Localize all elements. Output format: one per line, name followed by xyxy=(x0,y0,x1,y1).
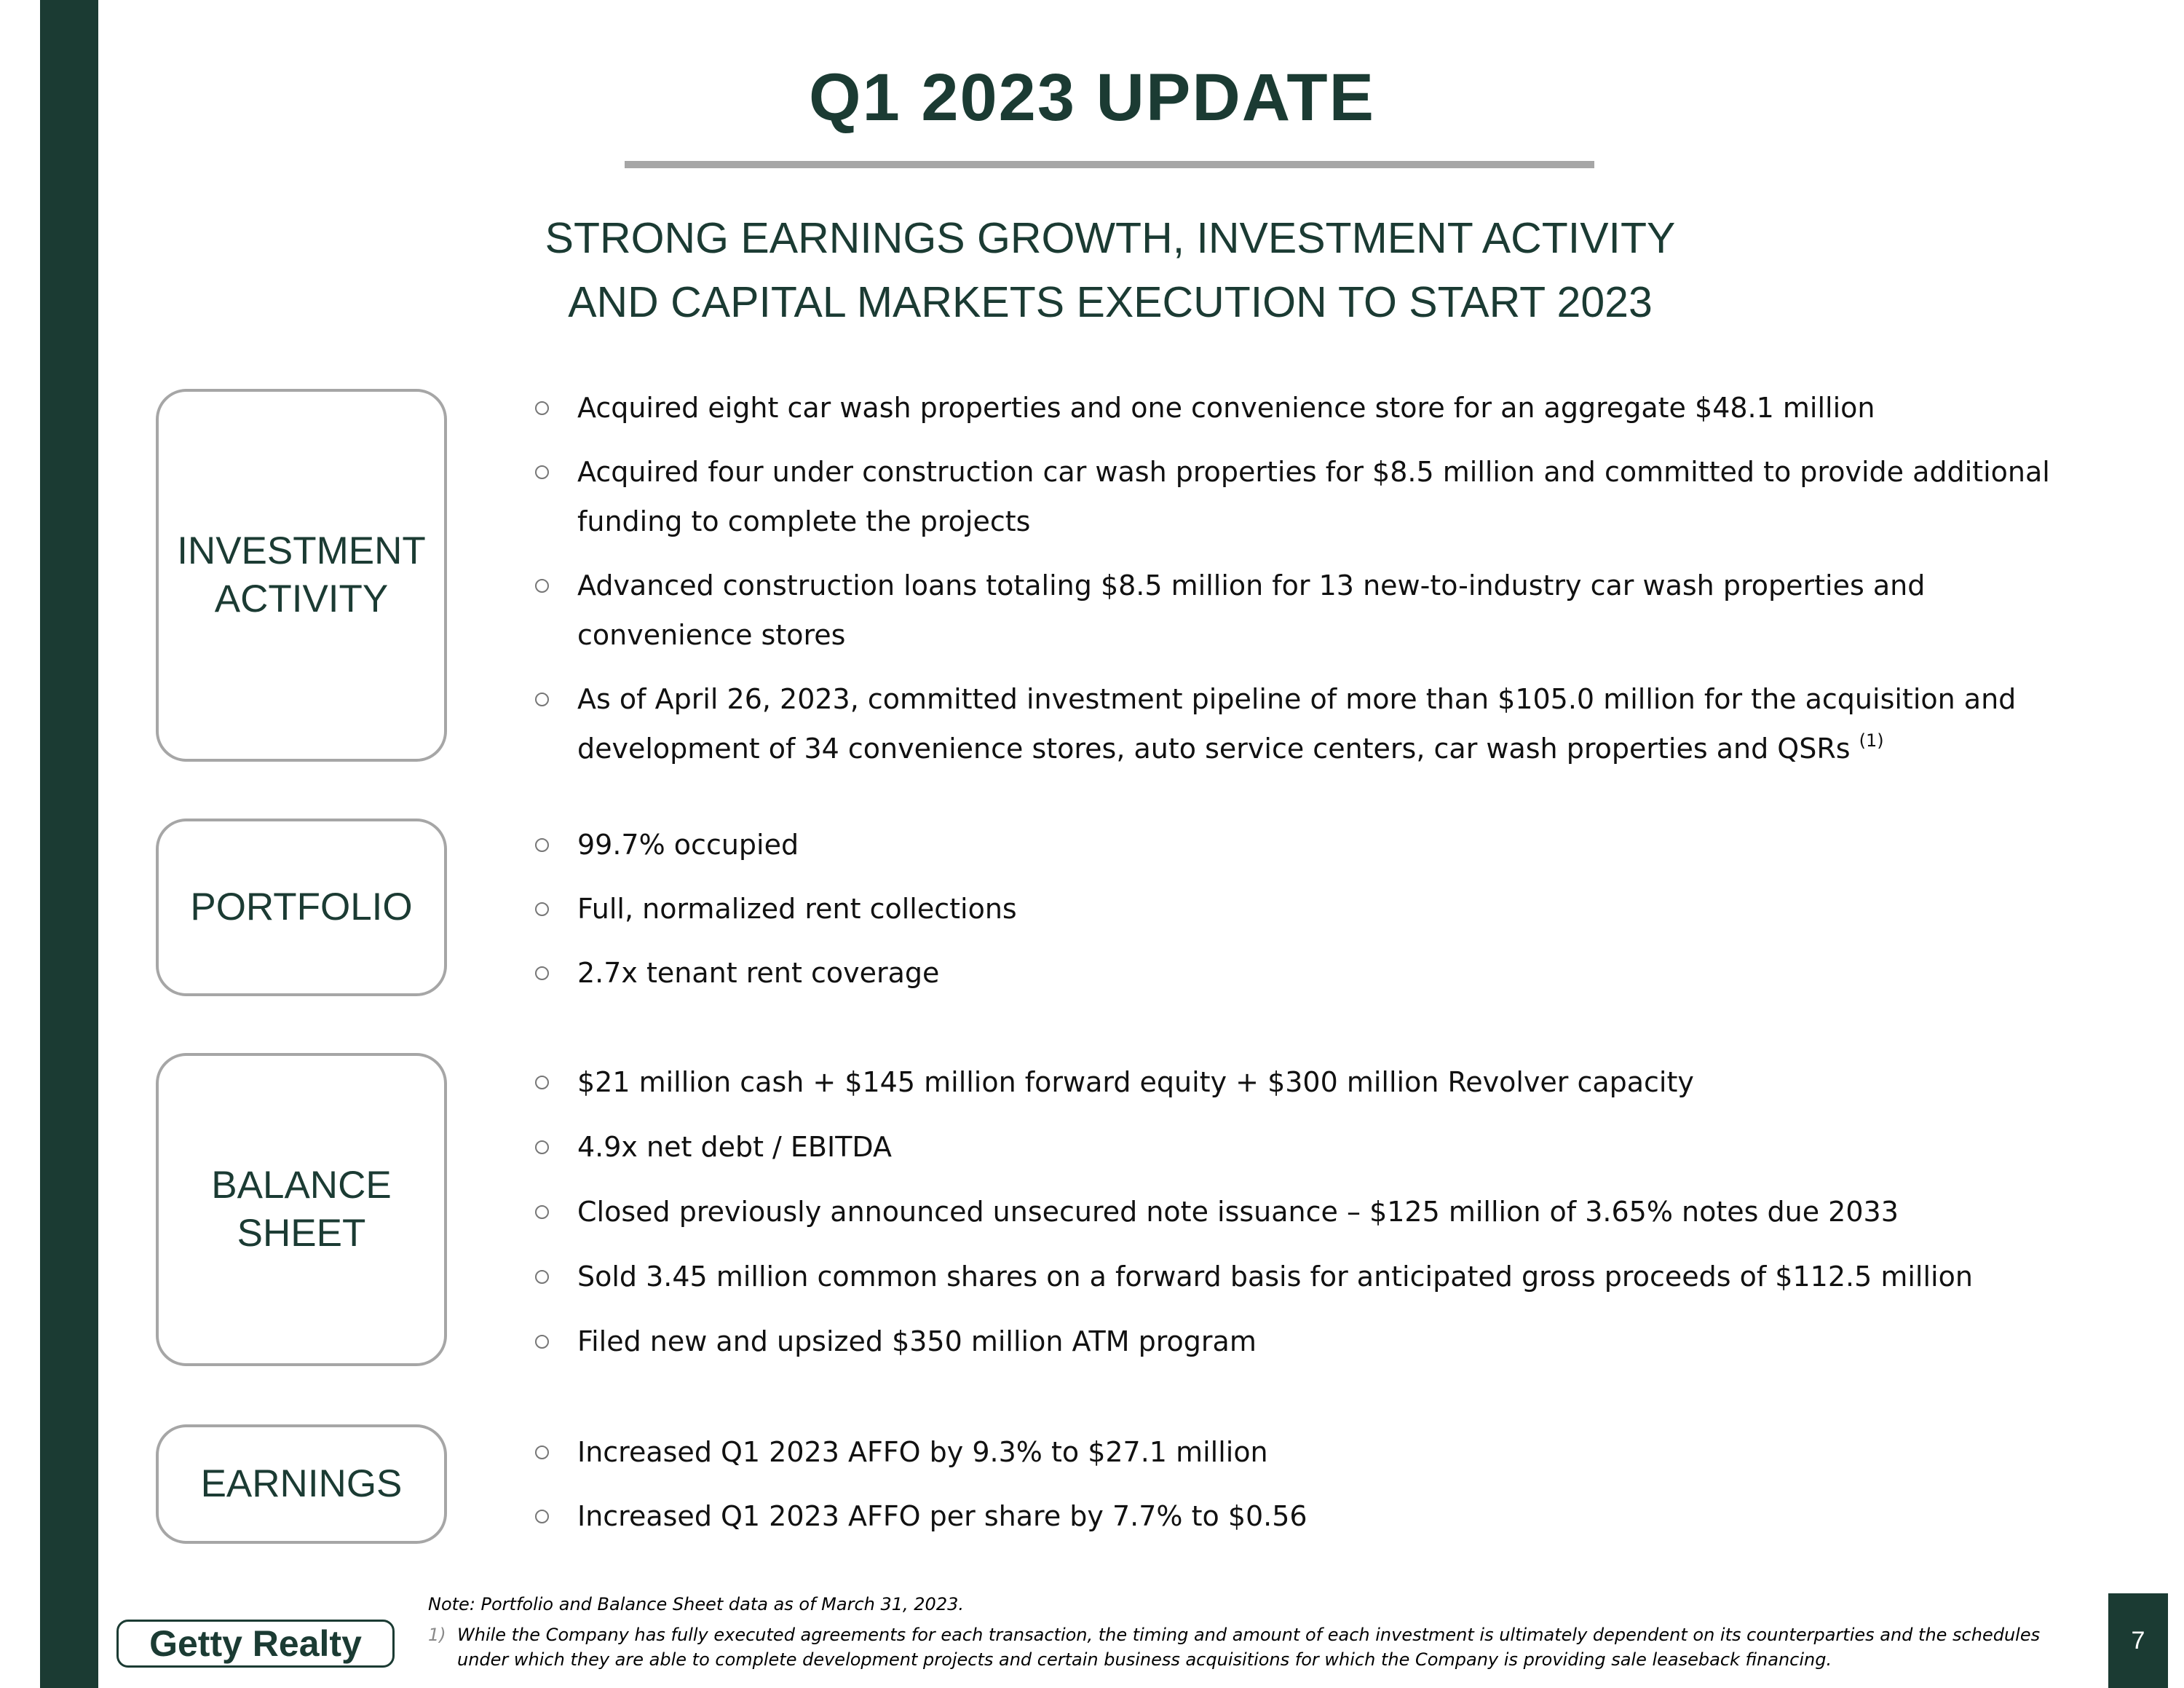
bullet-circle-icon xyxy=(535,1510,549,1523)
footnote-number: 1) xyxy=(428,1625,446,1645)
subtitle-line-1: STRONG EARNINGS GROWTH, INVESTMENT ACTIVITY xyxy=(545,214,1676,262)
investment-label-line-2: ACTIVITY xyxy=(214,577,389,620)
bullet-circle-icon xyxy=(535,1446,549,1459)
bullet-circle-icon xyxy=(535,465,549,479)
list-item: 2.7x tenant rent coverage xyxy=(535,948,2093,998)
bullet-circle-icon xyxy=(535,1270,549,1284)
bullet-circle-icon xyxy=(535,1205,549,1219)
balance-label-line-2: SHEET xyxy=(237,1212,366,1255)
footnote-text: While the Company has fully executed agreements for each transaction, the timing and amount of each investment is ultimately dependent on its counterparties and the schedules under which they are able to complete development projects and certain business acquisitions for which the Company is providing sale leaseback financing. xyxy=(457,1625,2041,1670)
list-item: Acquired eight car wash properties and one convenience store for an aggregate $48.1 million xyxy=(535,383,2093,433)
portfolio-bullet-list xyxy=(535,820,2093,998)
page-number: 7 xyxy=(2108,1593,2168,1688)
title-divider xyxy=(625,161,1594,168)
page-subtitle xyxy=(510,206,1711,334)
bullet-circle-icon xyxy=(535,966,549,980)
list-item: Increased Q1 2023 AFFO per share by 7.7% to $0.56 xyxy=(535,1491,2093,1541)
investment-activity-label-box xyxy=(156,389,447,762)
left-accent-bar xyxy=(40,0,98,1688)
bullet-circle-icon xyxy=(535,579,549,593)
balance-sheet-bullet-list xyxy=(535,1057,2093,1366)
list-item: Full, normalized rent collections xyxy=(535,884,2093,934)
list-item: Sold 3.45 million common shares on a forward basis for anticipated gross proceeds of $112.5 million xyxy=(535,1252,2093,1301)
list-item: 4.9x net debt / EBITDA xyxy=(535,1122,2093,1172)
balance-sheet-label-box xyxy=(156,1053,447,1366)
list-item: $21 million cash + $145 million forward equity + $300 million Revolver capacity xyxy=(535,1057,2093,1107)
bullet-circle-icon xyxy=(535,902,549,916)
earnings-label: EARNINGS xyxy=(200,1462,403,1505)
portfolio-label: PORTFOLIO xyxy=(190,886,413,928)
list-item: As of April 26, 2023, committed investment pipeline of more than $105.0 million for the acquisition and development of 34 convenience stores, auto service centers, car wash properties and QSRs $^{(1)}$ xyxy=(535,674,2093,773)
investment-bullet-list xyxy=(535,383,2093,773)
page-title: Q1 2023 UPDATE xyxy=(809,60,1375,135)
portfolio-label-box xyxy=(156,819,447,996)
bullet-circle-icon xyxy=(535,1335,549,1349)
footnote-reference: (1) xyxy=(1859,730,1884,751)
list-item: Increased Q1 2023 AFFO by 9.3% to $27.1 million xyxy=(535,1427,2093,1477)
list-item: 99.7% occupied xyxy=(535,820,2093,869)
list-item: Filed new and upsized $350 million ATM program xyxy=(535,1317,2093,1366)
bullet-circle-icon xyxy=(535,1140,549,1154)
footnote-1 xyxy=(428,1622,2095,1672)
bullet-circle-icon xyxy=(535,838,549,852)
bullet-circle-icon xyxy=(535,401,549,415)
earnings-bullet-list xyxy=(535,1427,2093,1541)
getty-realty-logo: Getty Realty xyxy=(116,1620,395,1668)
investment-label-line-1: INVESTMENT xyxy=(177,529,426,572)
list-item: Closed previously announced unsecured note issuance – $125 million of 3.65% notes due 2033 xyxy=(535,1187,2093,1237)
bullet-circle-icon xyxy=(535,693,549,706)
subtitle-line-2: AND CAPITAL MARKETS EXECUTION TO START 2023 xyxy=(568,278,1653,326)
earnings-label-box xyxy=(156,1424,447,1544)
bullet-circle-icon xyxy=(535,1076,549,1089)
balance-label-line-1: BALANCE xyxy=(211,1164,392,1207)
list-item: Advanced construction loans totaling $8.5 million for 13 new-to-industry car wash properties and convenience stores xyxy=(535,561,2093,660)
footnotes xyxy=(428,1592,2095,1672)
data-note: Note: Portfolio and Balance Sheet data as of March 31, 2023. xyxy=(428,1594,964,1614)
list-item: Acquired four under construction car wash properties for $8.5 million and committed to provide additional funding to complete the projects xyxy=(535,447,2093,546)
